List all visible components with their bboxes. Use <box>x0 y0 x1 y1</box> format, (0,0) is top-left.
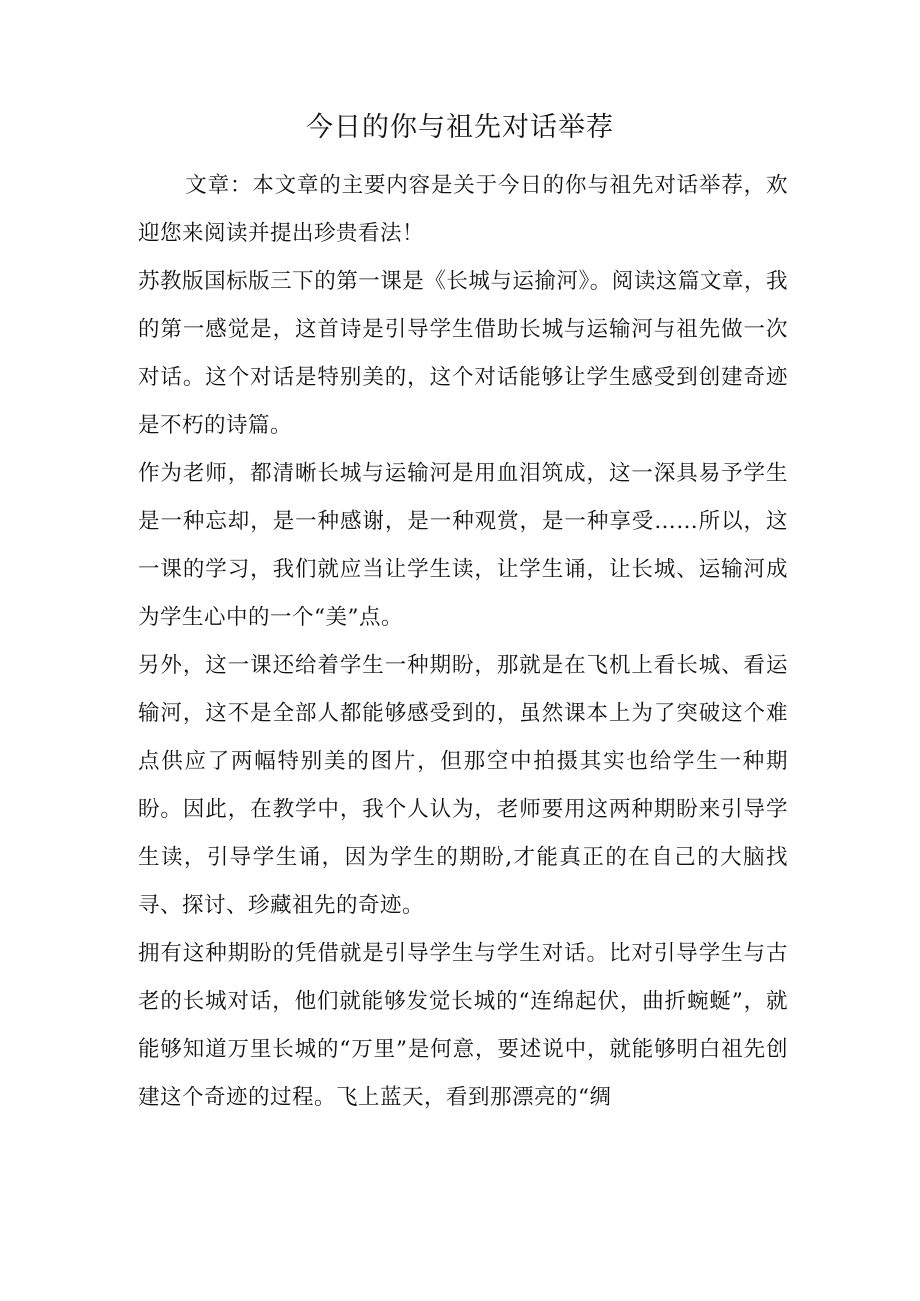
body-paragraph-1: 苏教版国标版三下的第一课是《长城与运揄河》。阅读这篇文章，我的第一感觉是，这首诗是引导学生借助长城与运输河与祖先做一次对话。这个对话是特别美的，这个对话能够让学生感受到创建奇迹是不朽的诗篇。 <box>138 269 788 438</box>
document-body <box>138 162 788 1122</box>
body-paragraph-2: 作为老师，都清晰长城与运输河是用血泪筑成，这一深具易予学生是一种忘却，是一种感谢，是一种观赏，是一种享受……所以，这一课的学习，我们就应当让学生读，让学生诵，让长城、运输河成为学生心中的一个“美”点。 <box>138 461 788 630</box>
intro-paragraph: 文章：本文章的主要内容是关于今日的你与祖先对话举荐，欢迎您来阅读并提出珍贵看法！ <box>138 173 788 246</box>
body-paragraph-4: 拥有这种期盼的凭借就是引导学生与学生对话。比对引导学生与古老的长城对话，他们就能够发觉长城的“连绵起伏，曲折蜿蜒”，就能够知道万里长城的“万里”是何意，要述说中，就能够明白祖先创建这个奇迹的过程。飞上蓝天，看到那漂亮的“绸 <box>138 941 788 1110</box>
body-paragraph-3: 另外，这一课还给着学生一种期盼，那就是在飞机上看长城、看运输河，这不是全部人都能够感受到的，虽然课本上为了突破这个难点供应了两幅特别美的图片，但那空中拍摄其实也给学生一种期盼。因此，在教学中，我个人认为，老师要用这两种期盼来引导学生读，引导学生诵，因为学生的期盼,才能真正的在自己的大脑找寻、探讨、珍藏祖先的奇迹。 <box>138 653 788 918</box>
document-title: 今日的你与祖先对话举荐 <box>306 112 614 143</box>
